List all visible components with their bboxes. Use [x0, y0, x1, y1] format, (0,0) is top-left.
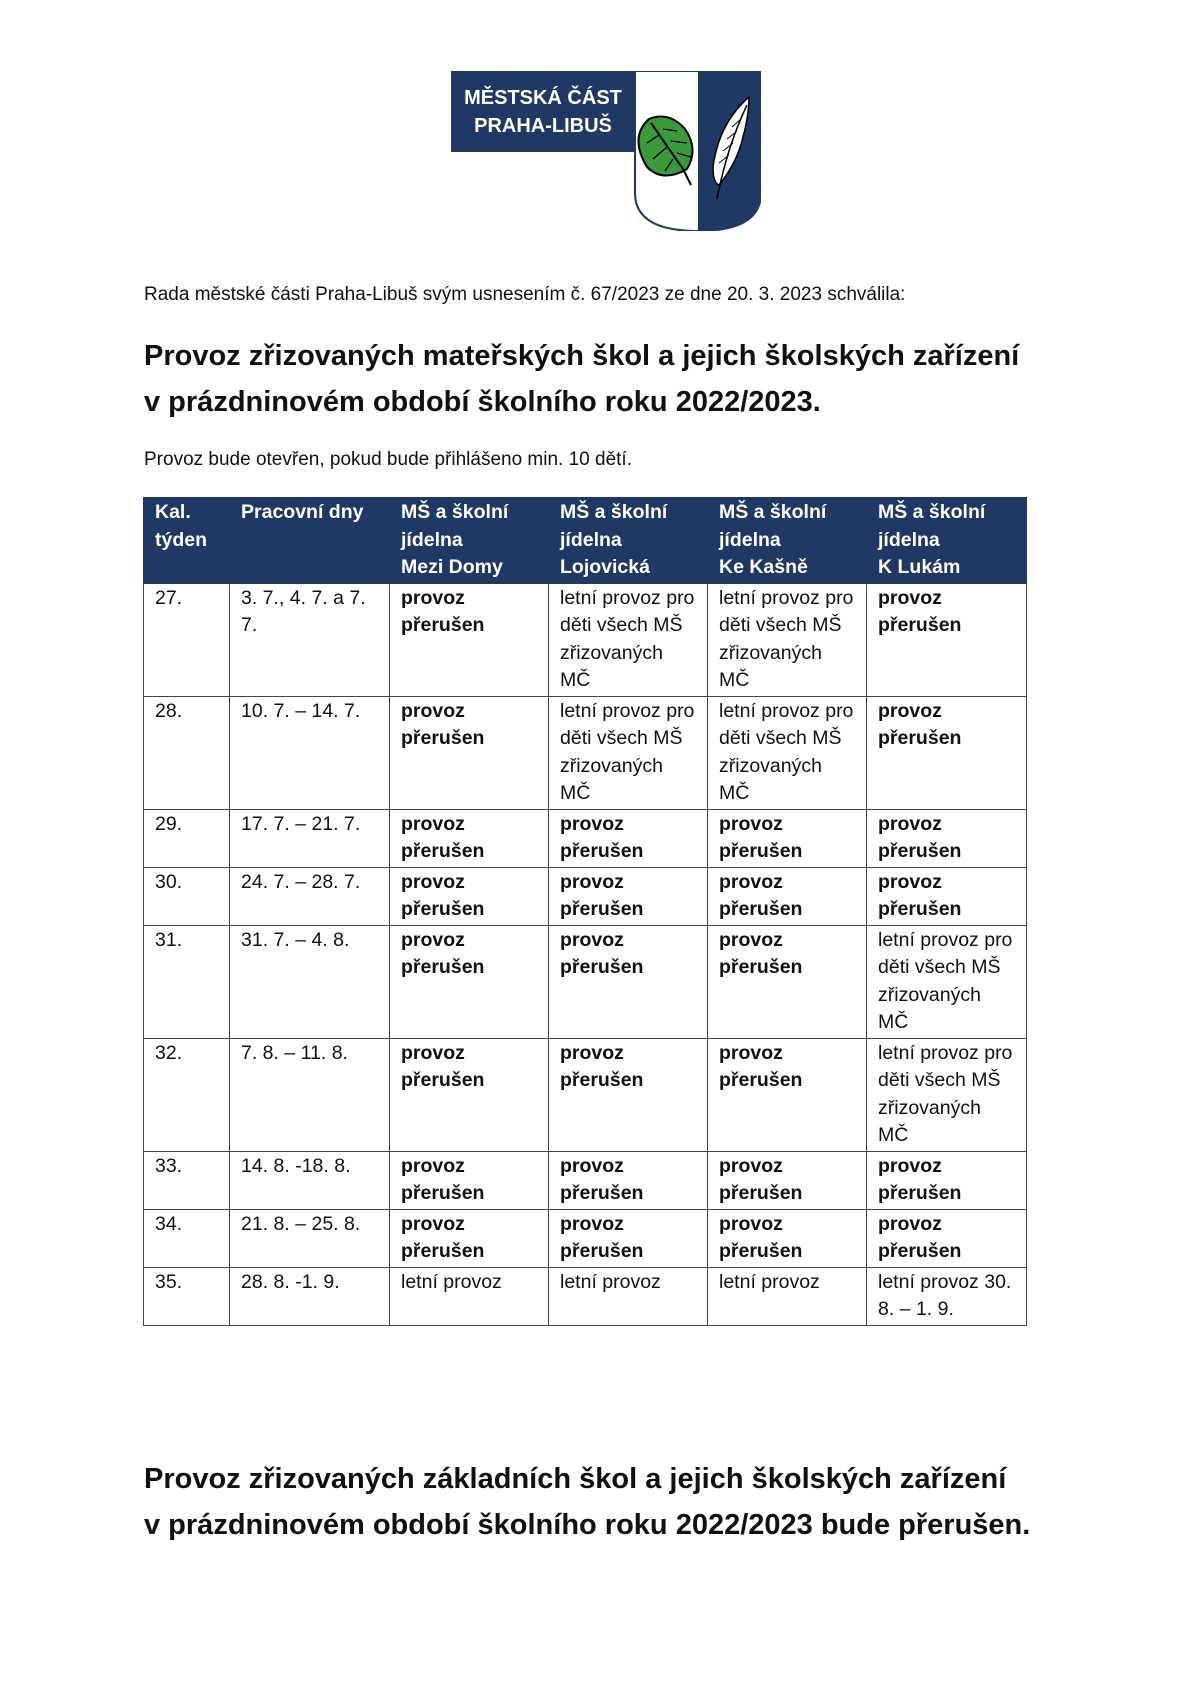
- header-lojovicka: MŠ a školní jídelna Lojovická: [549, 498, 708, 584]
- cell-mezi-domy: provoz přerušen: [390, 867, 549, 925]
- table-row: [144, 1267, 1027, 1325]
- heading-kindergartens-line2: v prázdninovém období školního roku 2022/2023.: [144, 386, 821, 418]
- cell-lojovicka: provoz přerušen: [549, 1209, 708, 1267]
- table-row: [144, 1209, 1027, 1267]
- cell-lojovicka: provoz přerušen: [549, 809, 708, 867]
- cell-week: 29.: [144, 809, 230, 867]
- cell-days: 31. 7. – 4. 8.: [230, 925, 390, 1038]
- cell-mezi-domy: provoz přerušen: [390, 925, 549, 1038]
- cell-k-lukam: letní provoz 30. 8. – 1. 9.: [867, 1267, 1027, 1325]
- cell-ke-kasne: provoz přerušen: [708, 809, 867, 867]
- cell-week: 31.: [144, 925, 230, 1038]
- header-k-lukam: MŠ a školní jídelna K Lukám: [867, 498, 1027, 584]
- table-row: [144, 696, 1027, 809]
- table-row: [144, 809, 1027, 867]
- cell-week: 32.: [144, 1038, 230, 1151]
- cell-days: 28. 8. -1. 9.: [230, 1267, 390, 1325]
- cell-ke-kasne: provoz přerušen: [708, 1209, 867, 1267]
- cell-days: 10. 7. – 14. 7.: [230, 696, 390, 809]
- cell-k-lukam: letní provoz pro děti všech MŠ zřizovaných MČ: [867, 1038, 1027, 1151]
- heading-elementary-line2: v prázdninovém období školního roku 2022/2023 bude přerušen.: [144, 1509, 1031, 1541]
- logo-banner: [451, 71, 636, 152]
- cell-week: 28.: [144, 696, 230, 809]
- cell-mezi-domy: letní provoz: [390, 1267, 549, 1325]
- cell-lojovicka: provoz přerušen: [549, 1038, 708, 1151]
- heading-elementary-line1: Provoz zřizovaných základních škol a jejich školských zařízení: [144, 1463, 1007, 1495]
- cell-ke-kasne: provoz přerušen: [708, 1151, 867, 1209]
- logo-line1: MĚSTSKÁ ČÁST: [464, 87, 622, 109]
- minimum-children-note: Provoz bude otevřen, pokud bude přihlášeno min. 10 dětí.: [144, 449, 632, 470]
- heading-kindergartens: [144, 333, 1019, 425]
- cell-ke-kasne: letní provoz: [708, 1267, 867, 1325]
- cell-week: 34.: [144, 1209, 230, 1267]
- cell-ke-kasne: letní provoz pro děti všech MŠ zřizovaných MČ: [708, 583, 867, 696]
- cell-mezi-domy: provoz přerušen: [390, 696, 549, 809]
- header-mezi-domy: MŠ a školní jídelna Mezi Domy: [390, 498, 549, 584]
- cell-mezi-domy: provoz přerušen: [390, 809, 549, 867]
- cell-mezi-domy: provoz přerušen: [390, 1038, 549, 1151]
- cell-ke-kasne: provoz přerušen: [708, 1038, 867, 1151]
- cell-week: 27.: [144, 583, 230, 696]
- cell-mezi-domy: provoz přerušen: [390, 1151, 549, 1209]
- cell-days: 21. 8. – 25. 8.: [230, 1209, 390, 1267]
- cell-k-lukam: letní provoz pro děti všech MŠ zřizovaných MČ: [867, 925, 1027, 1038]
- heading-kindergartens-line1: Provoz zřizovaných mateřských škol a jejich školských zařízení: [144, 340, 1020, 372]
- cell-k-lukam: provoz přerušen: [867, 809, 1027, 867]
- cell-days: 3. 7., 4. 7. a 7. 7.: [230, 583, 390, 696]
- cell-ke-kasne: provoz přerušen: [708, 925, 867, 1038]
- cell-mezi-domy: provoz přerušen: [390, 583, 549, 696]
- cell-lojovicka: provoz přerušen: [549, 925, 708, 1038]
- cell-days: 24. 7. – 28. 7.: [230, 867, 390, 925]
- intro-text: Rada městské části Praha-Libuš svým usnesením č. 67/2023 ze dne 20. 3. 2023 schválila:: [144, 284, 906, 305]
- table-header-row: [144, 498, 1027, 584]
- table-row: [144, 1038, 1027, 1151]
- cell-k-lukam: provoz přerušen: [867, 1209, 1027, 1267]
- cell-lojovicka: provoz přerušen: [549, 1151, 708, 1209]
- table-row: [144, 867, 1027, 925]
- cell-week: 30.: [144, 867, 230, 925]
- holiday-schedule-table: [143, 497, 1027, 1326]
- cell-k-lukam: provoz přerušen: [867, 1151, 1027, 1209]
- cell-week: 33.: [144, 1151, 230, 1209]
- cell-ke-kasne: letní provoz pro děti všech MŠ zřizovaných MČ: [708, 696, 867, 809]
- cell-k-lukam: provoz přerušen: [867, 583, 1027, 696]
- cell-k-lukam: provoz přerušen: [867, 696, 1027, 809]
- cell-lojovicka: letní provoz pro děti všech MŠ zřizovaných MČ: [549, 583, 708, 696]
- table-row: [144, 925, 1027, 1038]
- logo-line2: PRAHA-LIBUŠ: [474, 115, 612, 137]
- header-week: Kal. týden: [144, 498, 230, 584]
- cell-lojovicka: letní provoz pro děti všech MŠ zřizovaných MČ: [549, 696, 708, 809]
- cell-k-lukam: provoz přerušen: [867, 867, 1027, 925]
- table-row: [144, 1151, 1027, 1209]
- heading-elementary-schools: [144, 1456, 1030, 1548]
- header-days: Pracovní dny: [230, 498, 390, 584]
- table-row: [144, 583, 1027, 696]
- cell-week: 35.: [144, 1267, 230, 1325]
- municipal-logo: [451, 71, 761, 231]
- cell-lojovicka: letní provoz: [549, 1267, 708, 1325]
- header-ke-kasne: MŠ a školní jídelna Ke Kašně: [708, 498, 867, 584]
- cell-days: 17. 7. – 21. 7.: [230, 809, 390, 867]
- cell-days: 7. 8. – 11. 8.: [230, 1038, 390, 1151]
- cell-ke-kasne: provoz přerušen: [708, 867, 867, 925]
- cell-days: 14. 8. -18. 8.: [230, 1151, 390, 1209]
- cell-lojovicka: provoz přerušen: [549, 867, 708, 925]
- cell-mezi-domy: provoz přerušen: [390, 1209, 549, 1267]
